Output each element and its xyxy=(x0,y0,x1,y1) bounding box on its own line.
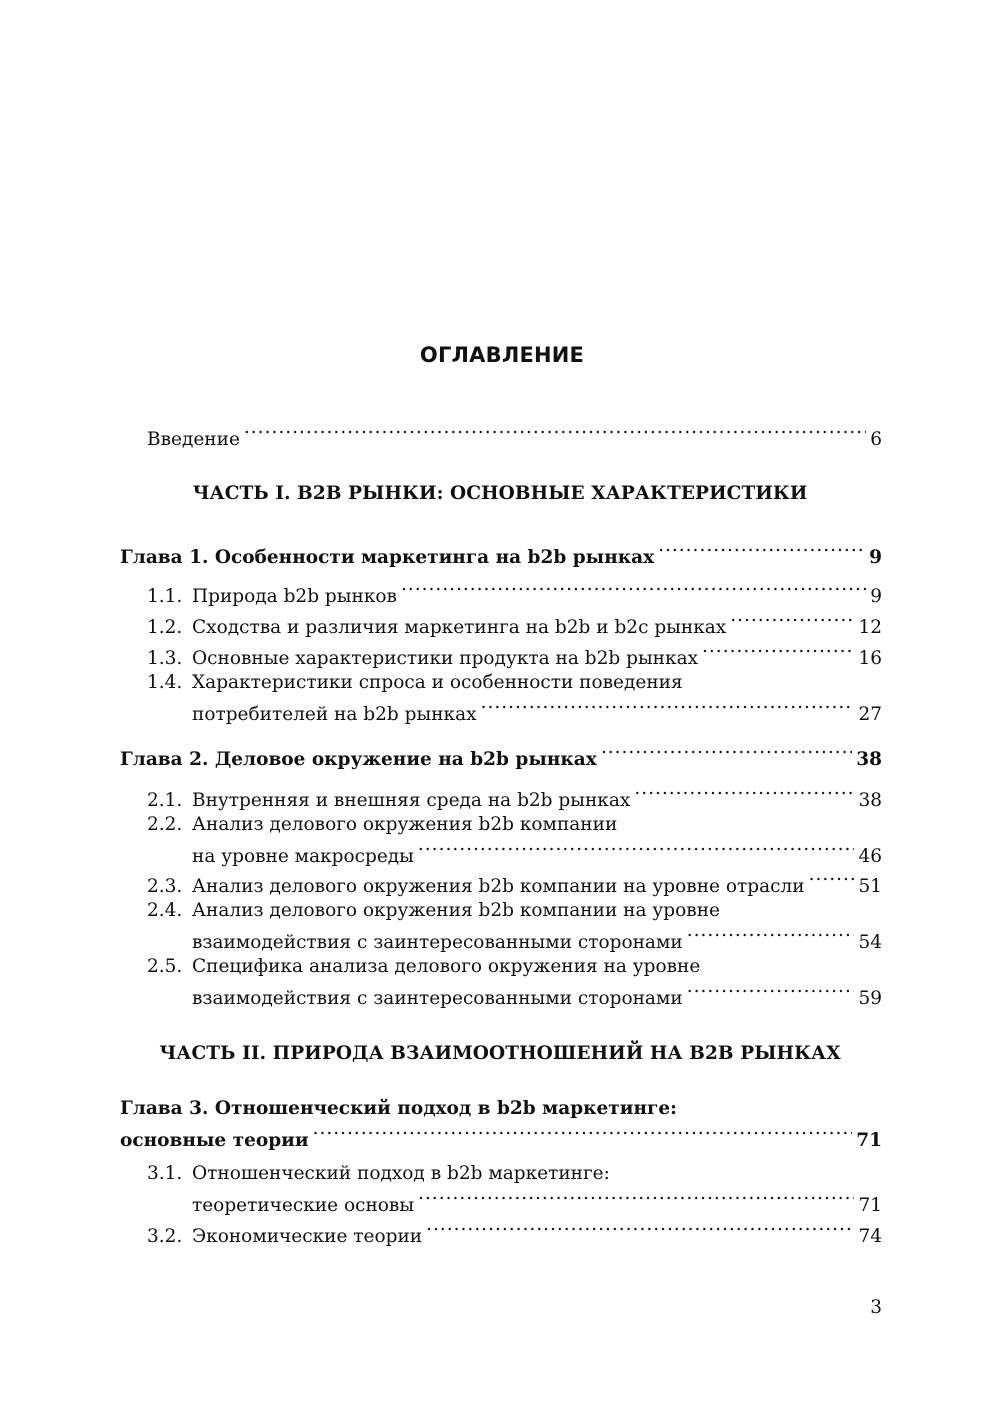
page-number: 46 xyxy=(858,846,882,867)
toc-chapter-2[interactable] xyxy=(120,740,882,770)
toc-section-2-2[interactable] xyxy=(147,812,882,867)
toc-section-3-2[interactable] xyxy=(147,1217,882,1247)
toc-section-2-5[interactable] xyxy=(147,954,882,1009)
page-number: 27 xyxy=(858,704,882,725)
page-number: 54 xyxy=(858,932,882,953)
dot-leader xyxy=(702,639,854,664)
page-folio-number: 3 xyxy=(870,1297,882,1318)
part-heading-2: ЧАСТЬ II. ПРИРОДА ВЗАИМООТНОШЕНИЙ НА B2B РЫНКАХ xyxy=(159,1043,841,1064)
page-number: 71 xyxy=(858,1195,882,1216)
page-number: 59 xyxy=(858,988,882,1009)
section-title-continuation: теоретические основы xyxy=(192,1195,415,1216)
section-title: Сходства и различия маркетинга на b2b и b2c рынках xyxy=(192,617,727,638)
section-number: 2.1. xyxy=(147,790,183,811)
dot-leader xyxy=(809,867,855,892)
section-number: 2.5. xyxy=(147,956,183,977)
toc-section-3-1[interactable] xyxy=(147,1161,882,1216)
toc-chapter-3[interactable] xyxy=(120,1096,882,1151)
section-title: Основные характеристики продукта на b2b рынках xyxy=(192,648,699,669)
section-title: Анализ делового окружения b2b компании xyxy=(192,814,618,835)
section-title: Анализ делового окружения b2b компании на уровне xyxy=(192,900,720,921)
section-title-continuation: на уровне макросреды xyxy=(192,846,414,867)
dot-leader xyxy=(687,979,855,1004)
dot-leader xyxy=(730,608,854,633)
section-title: Отношенческий подход в b2b маркетинге: xyxy=(192,1163,610,1184)
dot-leader xyxy=(658,538,865,563)
page-number: 6 xyxy=(870,429,882,450)
toc-section-2-1[interactable] xyxy=(147,781,882,811)
page-number: 16 xyxy=(858,648,882,669)
toc-section-2-3[interactable] xyxy=(147,867,882,897)
section-title: Анализ делового окружения b2b компании на уровне отрасли xyxy=(192,876,805,897)
toc-section-1-1[interactable] xyxy=(147,577,882,607)
dot-leader xyxy=(313,1121,853,1146)
page-number: 38 xyxy=(858,790,882,811)
section-number: 1.3. xyxy=(147,648,183,669)
page-number: 38 xyxy=(856,749,882,770)
section-number: 1.2. xyxy=(147,617,183,638)
toc-section-1-3[interactable] xyxy=(147,639,882,669)
part-heading-1: ЧАСТЬ I. B2B РЫНКИ: ОСНОВНЫЕ ХАРАКТЕРИСТИКИ xyxy=(192,483,808,504)
page-number: 12 xyxy=(858,617,882,638)
section-number: 2.3. xyxy=(147,876,183,897)
dot-leader xyxy=(401,577,866,602)
chapter-title: Глава 3. Отношенческий подход в b2b маркетинге: xyxy=(120,1098,677,1119)
page-number: 9 xyxy=(869,547,882,568)
dot-leader xyxy=(418,837,855,862)
section-title: Внутренняя и внешняя среда на b2b рынках xyxy=(192,790,631,811)
section-number: 3.2. xyxy=(147,1226,183,1247)
section-number: 1.1. xyxy=(147,586,183,607)
toc-chapter-1[interactable] xyxy=(120,538,882,568)
dot-leader xyxy=(244,420,866,445)
chapter-title-continuation: основные теории xyxy=(120,1130,309,1151)
section-number: 3.1. xyxy=(147,1163,183,1184)
page-number: 51 xyxy=(858,876,882,897)
dot-leader xyxy=(601,740,852,765)
entry-title: Введение xyxy=(147,429,240,450)
section-title: Специфика анализа делового окружения на уровне xyxy=(192,956,701,977)
dot-leader xyxy=(481,695,855,720)
chapter-title: Глава 1. Особенности маркетинга на b2b рынках xyxy=(120,547,655,568)
page-number: 74 xyxy=(858,1226,882,1247)
section-title: Экономические теории xyxy=(192,1226,423,1247)
dot-leader xyxy=(687,923,855,948)
section-title-continuation: взаимодействия с заинтересованными сторонами xyxy=(192,932,683,953)
toc-section-2-4[interactable] xyxy=(147,898,882,953)
dot-leader xyxy=(634,781,854,806)
section-title: Природа b2b рынков xyxy=(192,586,397,607)
section-number: 2.2. xyxy=(147,814,183,835)
page-title: ОГЛАВЛЕНИЕ xyxy=(419,343,585,367)
page-number: 9 xyxy=(870,586,882,607)
dot-leader xyxy=(426,1217,854,1242)
section-title-continuation: взаимодействия с заинтересованными сторонами xyxy=(192,988,683,1009)
chapter-title: Глава 2. Деловое окружение на b2b рынках xyxy=(120,749,597,770)
page-number: 71 xyxy=(856,1130,882,1151)
toc-section-1-4[interactable] xyxy=(147,670,882,725)
toc-section-1-2[interactable] xyxy=(147,608,882,638)
section-title: Характеристики спроса и особенности поведения xyxy=(192,672,683,693)
toc-entry-intro[interactable] xyxy=(147,420,882,450)
section-number: 1.4. xyxy=(147,672,183,693)
section-number: 2.4. xyxy=(147,900,183,921)
section-title-continuation: потребителей на b2b рынках xyxy=(192,704,477,725)
dot-leader xyxy=(418,1186,854,1211)
